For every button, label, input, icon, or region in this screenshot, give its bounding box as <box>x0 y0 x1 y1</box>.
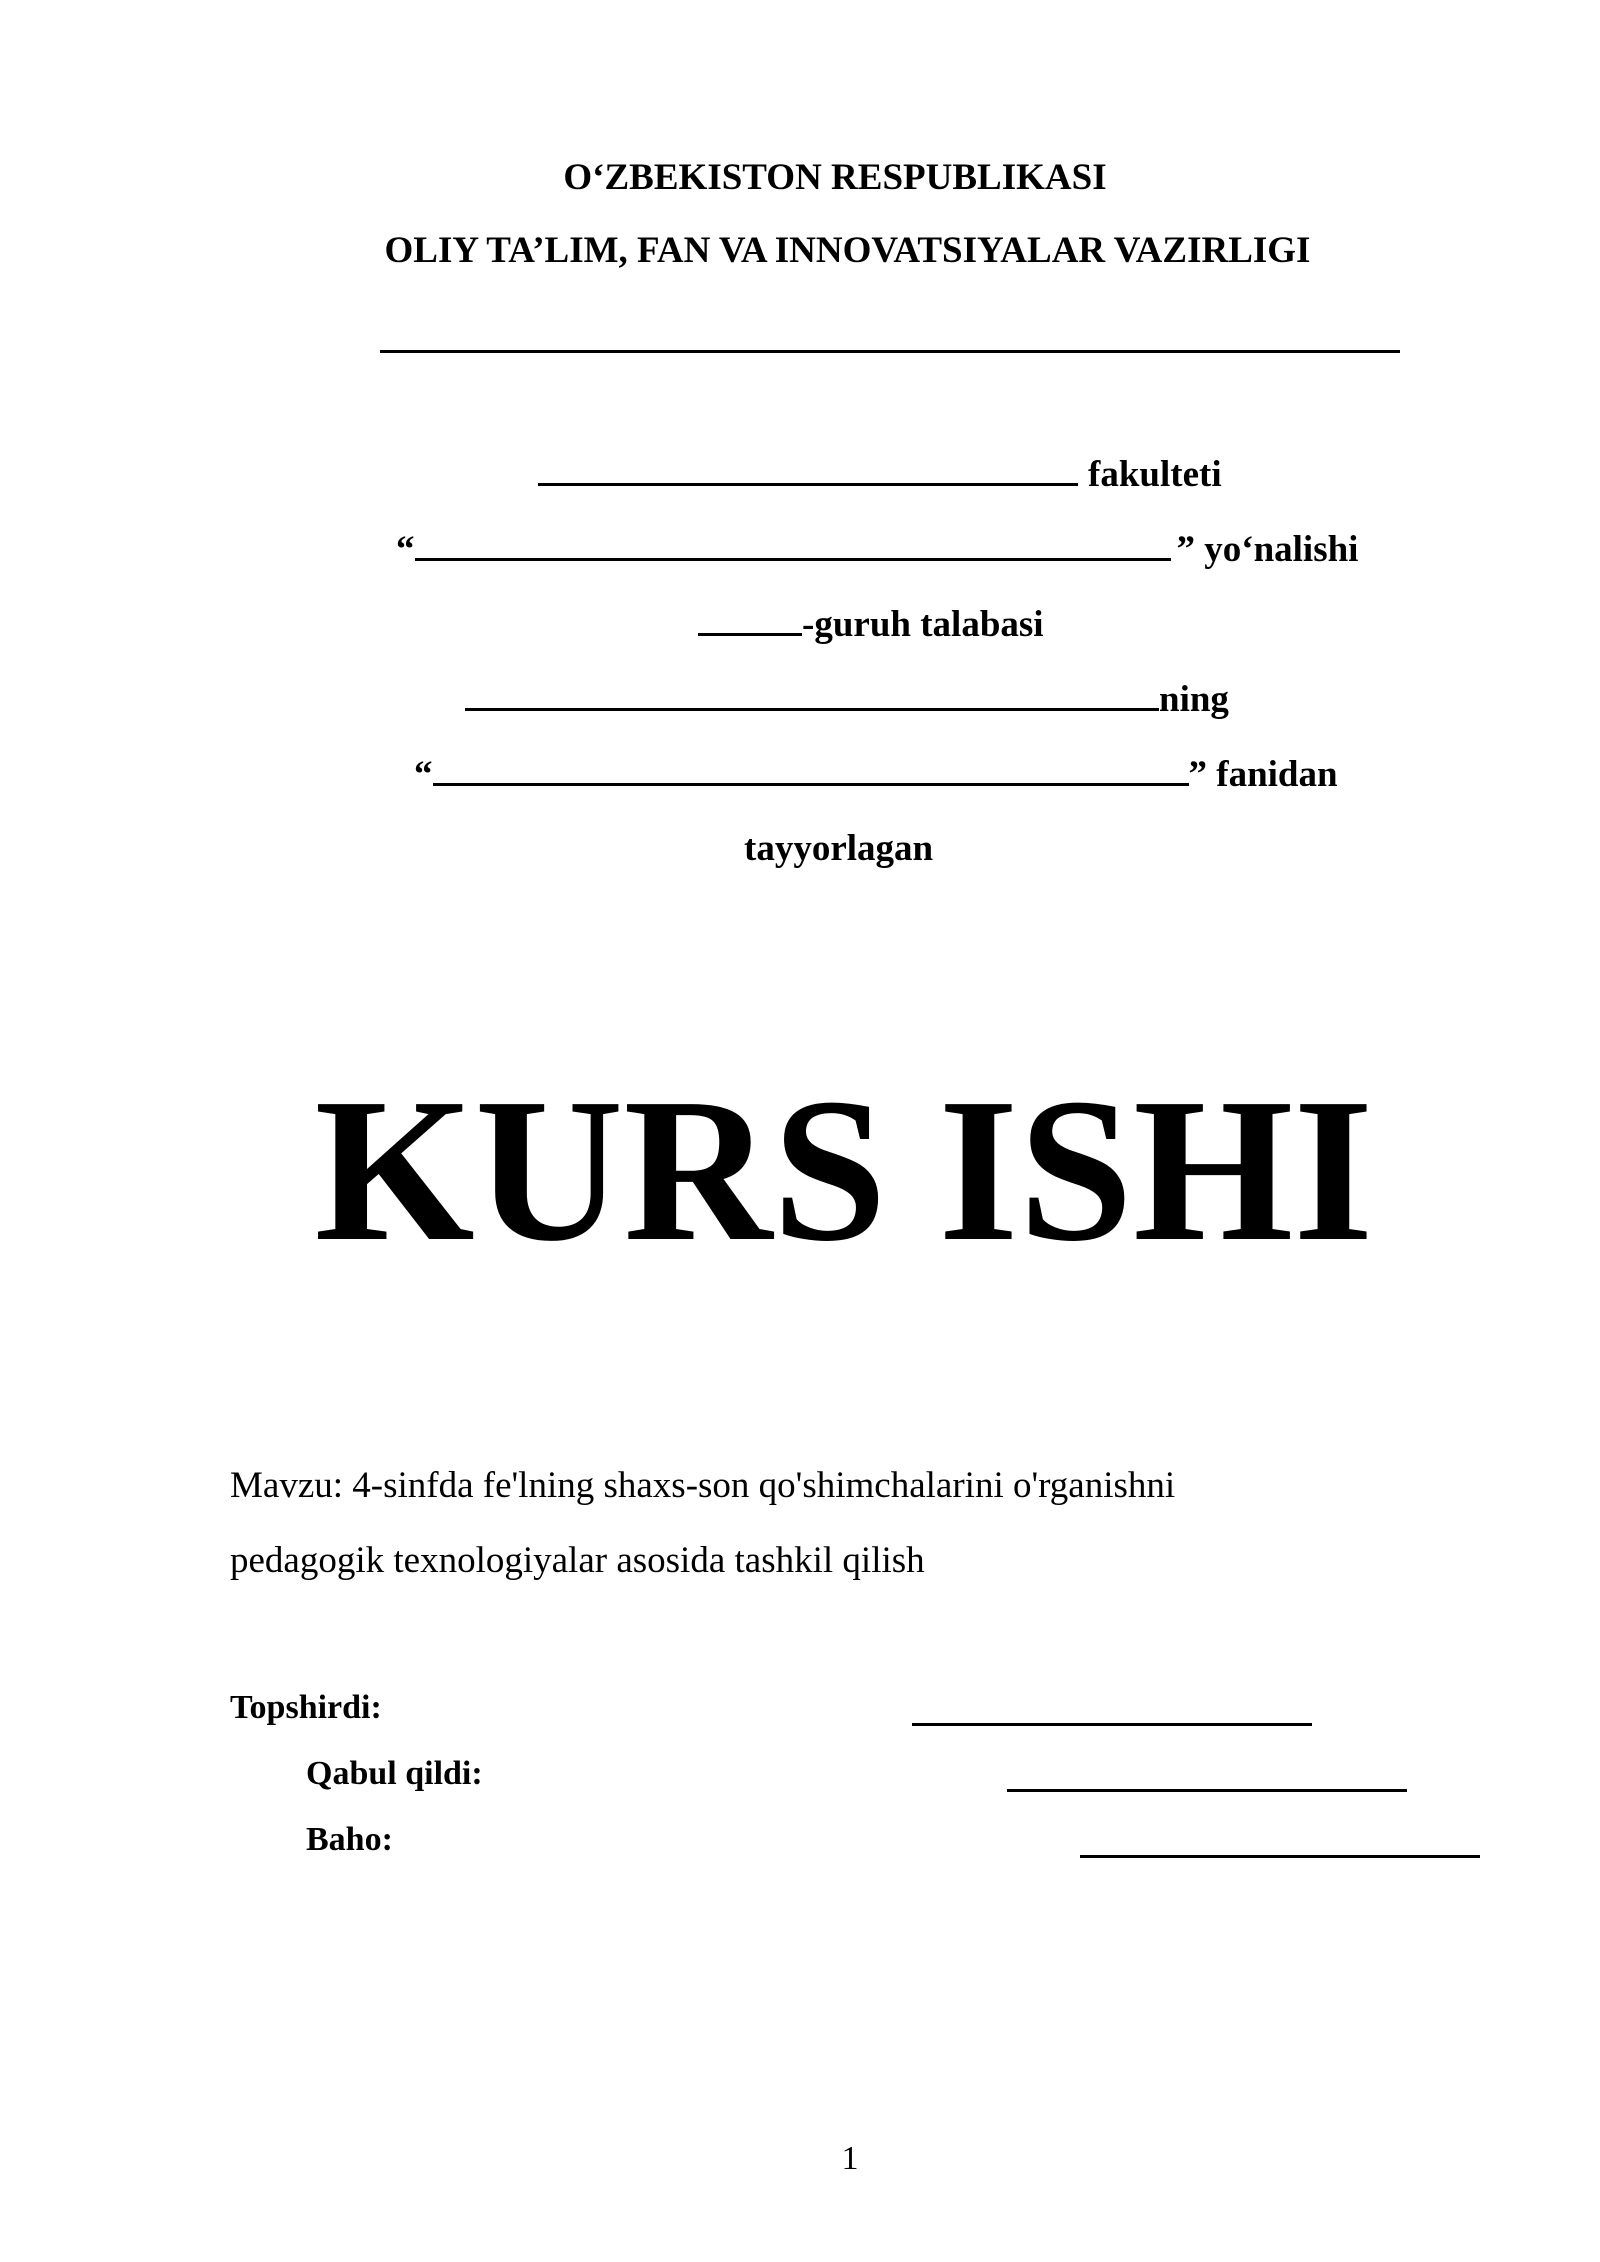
direction-label: ” yo‘nalishi <box>1176 529 1359 570</box>
topic-line-1: Mavzu: 4-sinfda fe'lning shaxs-son qo'shimchalarini o'rganishni <box>230 1465 1176 1506</box>
direction-line <box>396 527 1358 573</box>
accepted-blank <box>1007 1789 1407 1792</box>
grade-blank <box>1080 1855 1480 1858</box>
subject-label: ” fanidan <box>1188 754 1338 795</box>
faculty-line <box>538 452 1222 498</box>
grade-label: Baho: <box>306 1821 393 1858</box>
topic-line-2: pedagogik texnologiyalar asosida tashkil qilish <box>230 1540 925 1581</box>
subject-line <box>414 752 1338 798</box>
accepted-label: Qabul qildi: <box>306 1755 483 1792</box>
prepared-label: tayyorlagan <box>744 828 934 869</box>
page-number: 1 <box>841 2140 859 2177</box>
faculty-blank <box>538 453 1078 486</box>
header-country: O‘ZBEKISTON RESPUBLIKASI <box>563 157 1107 198</box>
group-label: -guruh talabasi <box>802 604 1044 645</box>
document-title: KURS ISHI <box>314 1055 1374 1284</box>
group-line <box>698 602 1044 648</box>
header-ministry: OLIY TA’LIM, FAN VA INNOVATSIYALAR VAZIRLIGI <box>384 230 1311 271</box>
submitted-blank <box>912 1723 1312 1726</box>
institution-rule <box>380 350 1400 353</box>
direction-blank <box>415 528 1171 561</box>
direction-open-quote: “ <box>396 529 415 570</box>
student-line <box>465 677 1229 723</box>
student-blank <box>465 678 1159 711</box>
student-label: ning <box>1159 679 1229 720</box>
subject-blank <box>433 753 1189 786</box>
group-blank <box>698 603 802 636</box>
submitted-label: Topshirdi: <box>230 1689 382 1726</box>
faculty-label: fakulteti <box>1088 454 1222 495</box>
subject-open-quote: “ <box>414 754 433 795</box>
